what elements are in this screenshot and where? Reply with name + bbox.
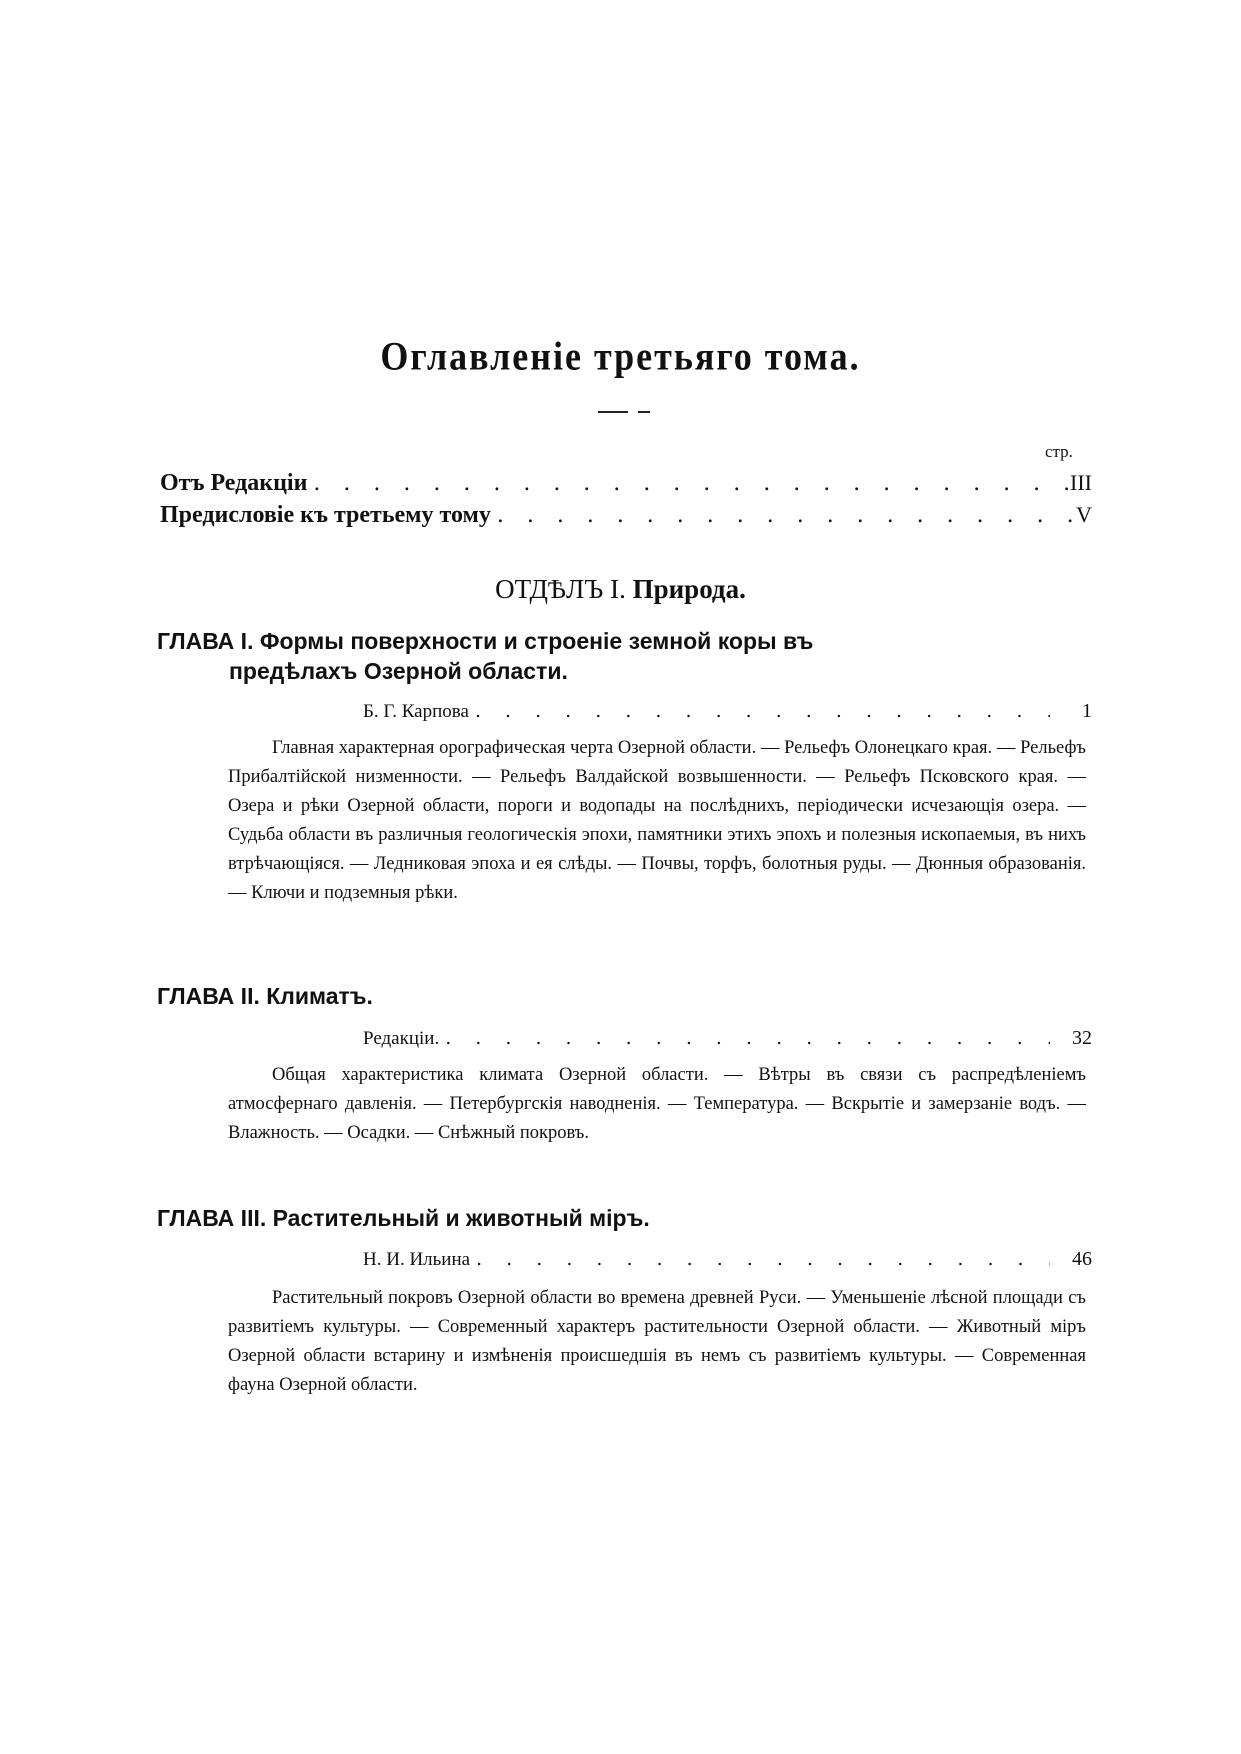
chapter-title: ГЛАВА II. Климатъ. <box>157 983 373 1009</box>
page-column-label: стр. <box>1045 442 1073 461</box>
chapter-summary: Главная характерная орографическая черта Озерной области. — Рельефъ Олонецкаго края. — Рельефъ Прибалтійской низменности. — Рельефъ Валдайской возвышенности. — Рельефъ Псковского края. — Озера и рѣки Озерной области, пороги и водопады на послѣднихъ, періодически исчезающія озера. — Судьба области въ различныя геологическія эпохи, памятники этихъ эпохъ и полезныя ископаемыя, въ нихъ втрѣчающіяся. — Ледниковая эпоха и ея слѣды. — Почвы, торфъ, болотныя руды. — Дюнныя образованія. — Ключи и подземныя рѣки. <box>228 738 1086 903</box>
chapter-heading <box>157 981 1057 1011</box>
chapter-page: 32 <box>1072 1027 1092 1049</box>
section-prefix: ОТДѢЛЪ I. <box>495 574 626 604</box>
toc-entry-label: Отъ Редакціи <box>160 470 308 496</box>
chapter-author: Н. И. Ильина <box>363 1249 471 1270</box>
toc-entry-editorial <box>160 470 1090 497</box>
chapter-page: 1 <box>1082 700 1092 722</box>
chapter-title: ГЛАВА I. Формы поверхности и строеніе земной коры въ <box>157 628 814 654</box>
dot-leader <box>497 503 1084 528</box>
chapter-author-row <box>363 1248 1090 1271</box>
chapter-title-continued: предѣлахъ Озерной области. <box>229 658 568 684</box>
dot-leader <box>475 700 1050 722</box>
toc-entry-preface <box>160 502 1090 529</box>
chapter-author: Б. Г. Карпова <box>363 701 469 722</box>
title-rule-short <box>638 411 650 413</box>
chapter-author-row <box>363 1027 1090 1050</box>
chapter-summary: Общая характеристика климата Озерной области. — Вѣтры въ связи съ распредѣленіемъ атмосфернаго давленія. — Петербургскія наводненія. — Температура. — Вскрытіе и замерзаніе водъ. — Влажность. — Осадки. — Снѣжный покровъ. <box>228 1065 1086 1143</box>
chapter-heading <box>157 1203 1057 1233</box>
page-title: Оглавленіе третьяго тома. <box>380 333 861 379</box>
section-heading <box>0 574 1241 605</box>
dot-leader <box>445 1027 1050 1049</box>
chapter-heading <box>157 626 1057 686</box>
dot-leader <box>476 1248 1050 1270</box>
chapter-author-row <box>363 700 1090 723</box>
toc-entry-label: Предисловіе къ третьему тому <box>160 502 491 528</box>
toc-entry-page: V <box>1076 502 1092 527</box>
section-name: Природа. <box>632 574 746 604</box>
title-rule <box>598 411 628 413</box>
chapter-title: ГЛАВА III. Растительный и животный міръ. <box>157 1205 650 1231</box>
dot-leader <box>313 471 1084 496</box>
toc-entry-page: III <box>1070 470 1092 495</box>
chapter-page: 46 <box>1072 1248 1092 1270</box>
chapter-author: Редакціи. <box>363 1028 440 1049</box>
chapter-summary: Растительный покровъ Озерной области во времена древней Руси. — Уменьшеніе лѣсной площади съ развитіемъ культуры. — Современный характеръ растительности Озерной области. — Животный міръ Озерной области встарину и измѣненія происшедшія въ немъ съ развитіемъ культуры. — Современная фауна Озерной области. <box>228 1288 1086 1395</box>
